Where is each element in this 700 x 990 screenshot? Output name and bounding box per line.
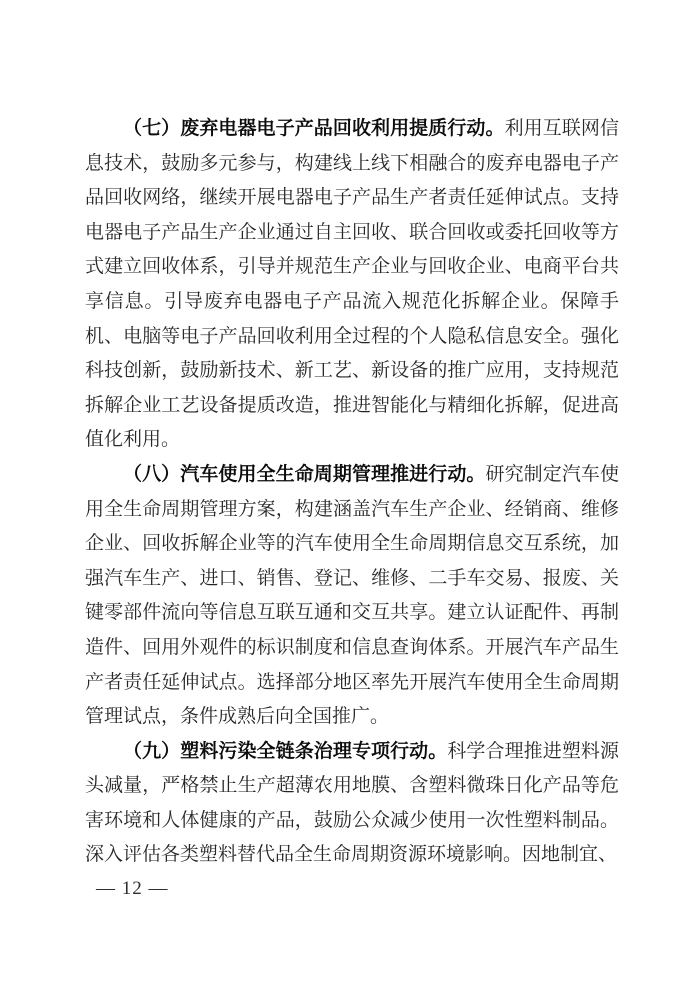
section-7-heading: （七）废弃电器电子产品回收利用提质行动。	[123, 118, 505, 139]
section-9-body: 科学合理推进塑料源头减量，严格禁止生产超薄农用地膜、含塑料微珠日化产品等危害环境和人体健康的产品，鼓励公众减少使用一次性塑料制品。深入评估各类塑料替代品全生命周期资源环境影响。因地制宜、	[85, 740, 619, 866]
paragraph-section-9	[85, 735, 619, 873]
page-number: — 12 —	[96, 878, 169, 899]
section-8-body: 研究制定汽车使用全生命周期管理方案，构建涵盖汽车生产企业、经销商、维修企业、回收拆解企业等的汽车使用全生命周期信息交互系统，加强汽车生产、进口、销售、登记、维修、二手车交易、报废、关键零部件流向等信息互联互通和交互共享。建立认证配件、再制造件、回用外观件的标识制度和信息查询体系。开展汽车产品生产者责任延伸试点。选择部分地区率先开展汽车使用全生命周期管理试点，条件成熟后向全国推广。	[85, 463, 619, 728]
section-9-heading: （九）塑料污染全链条治理专项行动。	[123, 740, 448, 762]
document-text-block	[85, 112, 619, 873]
paragraph-section-8	[85, 458, 619, 735]
paragraph-section-7	[85, 112, 619, 458]
section-7-body: 利用互联网信息技术，鼓励多元参与，构建线上线下相融合的废弃电器电子产品回收网络，继续开展电器电子产品生产者责任延伸试点。支持电器电子产品生产企业通过自主回收、联合回收或委托回收等方式建立回收体系，引导并规范生产企业与回收企业、电商平台共享信息。引导废弃电器电子产品流入规范化拆解企业。保障手机、电脑等电子产品回收利用全过程的个人隐私信息安全。强化科技创新，鼓励新技术、新工艺、新设备的推广应用，支持规范拆解企业工艺设备提质改造，推进智能化与精细化拆解，促进高值化利用。	[85, 118, 619, 451]
section-8-heading: （八）汽车使用全生命周期管理推进行动。	[123, 463, 486, 485]
